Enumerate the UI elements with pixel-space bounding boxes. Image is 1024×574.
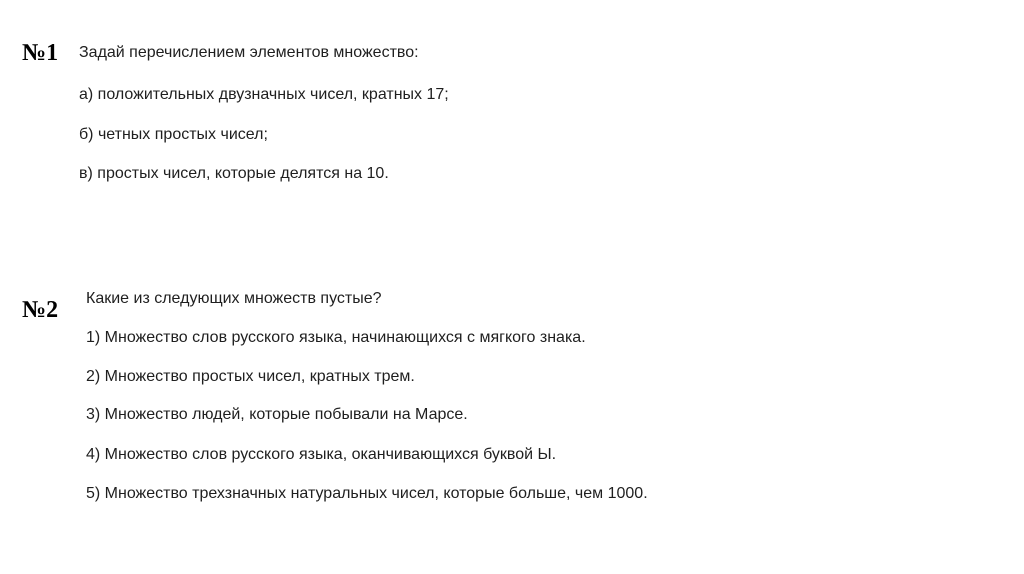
task-1-item-b: б) четных простых чисел; bbox=[79, 126, 268, 143]
task-1-prompt: Задай перечислением элементов множество: bbox=[79, 44, 419, 61]
task-2-item-2: 2) Множество простых чисел, кратных трем. bbox=[86, 368, 415, 385]
task-2-number: №2 bbox=[22, 297, 59, 323]
task-2-item-1: 1) Множество слов русского языка, начинающихся с мягкого знака. bbox=[86, 329, 586, 346]
task-2-item-5: 5) Множество трехзначных натуральных чисел, которые больше, чем 1000. bbox=[86, 485, 648, 502]
task-2-item-4: 4) Множество слов русского языка, оканчивающихся буквой Ы. bbox=[86, 446, 557, 463]
task-1-number: №1 bbox=[22, 40, 59, 66]
task-1-item-a: а) положительных двузначных чисел, кратных 17; bbox=[79, 86, 449, 103]
task-1-item-c: в) простых чисел, которые делятся на 10. bbox=[79, 165, 389, 182]
task-2-prompt: Какие из следующих множеств пустые? bbox=[86, 290, 382, 307]
task-2-item-3: 3) Множество людей, которые побывали на Марсе. bbox=[86, 406, 468, 423]
